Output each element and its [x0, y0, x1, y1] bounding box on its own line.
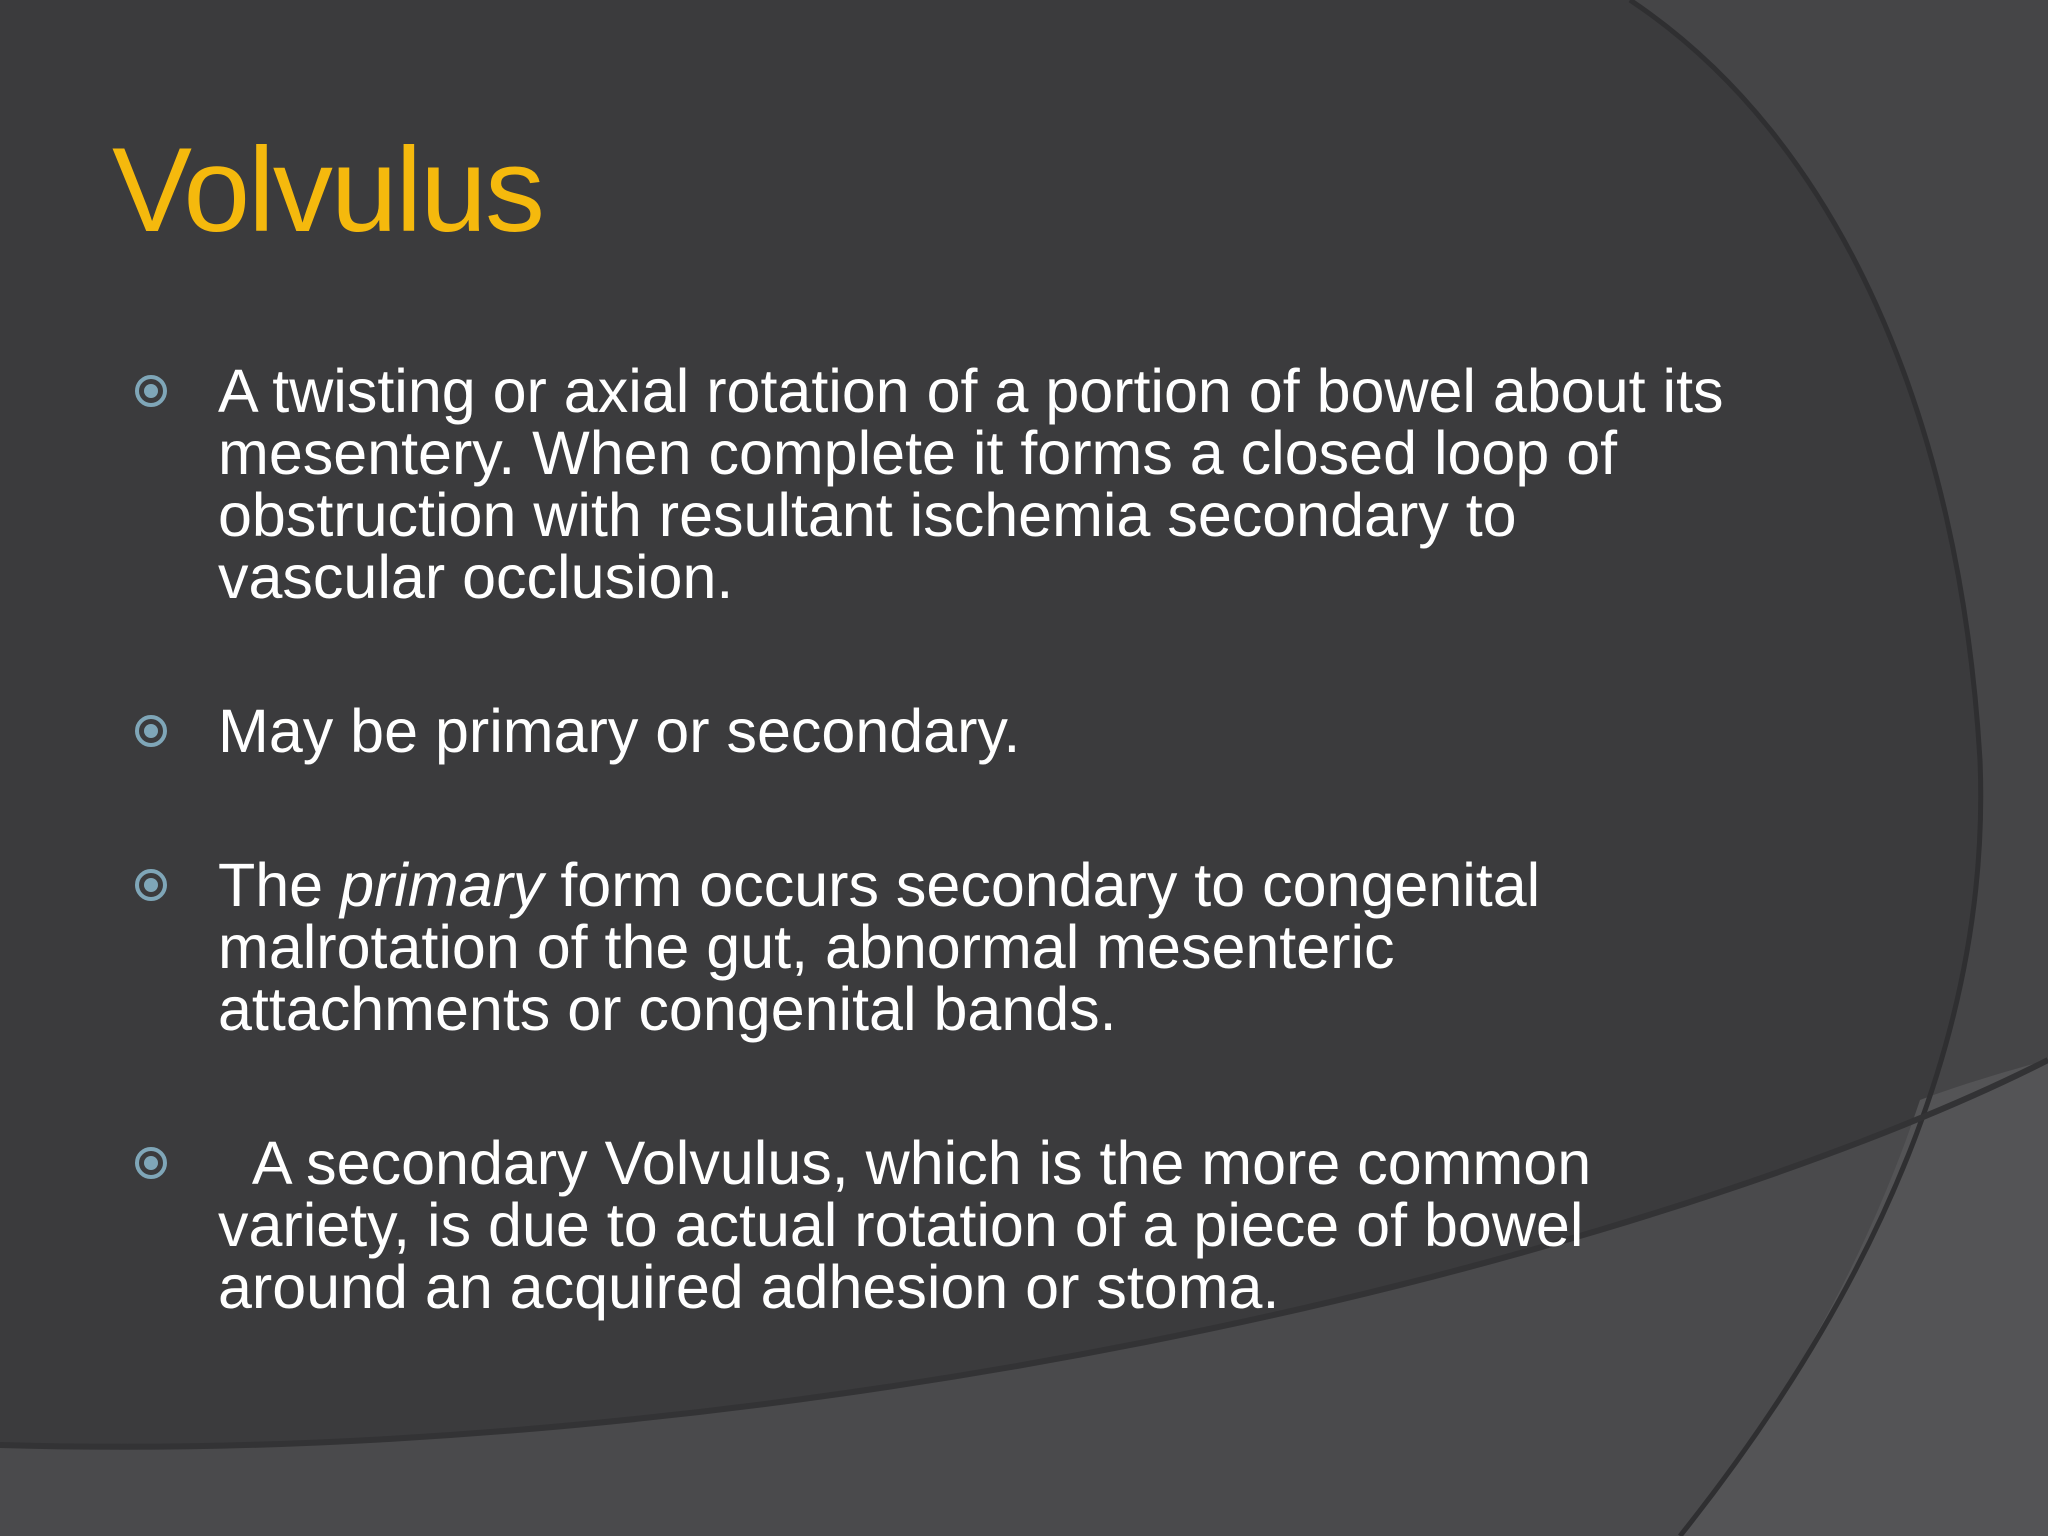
bullet-text-pre: The	[218, 851, 341, 919]
bullet-item	[132, 851, 1732, 1043]
slide-title: Volvulus	[112, 123, 543, 257]
target-bullet-icon	[134, 374, 168, 408]
bullet-item	[132, 697, 1732, 765]
bullet-text-emphasis: primary	[340, 851, 544, 919]
bullet-text-post: form occurs secondary to congenital malrotation of the gut, abnormal mesenteric attachments or congenital bands.	[218, 851, 1541, 1043]
target-bullet-icon	[134, 714, 168, 748]
bullet-text: A secondary Volvulus, which is the more common variety, is due to actual rotation of a piece of bowel around an acquired adhesion or stoma.	[218, 1129, 1609, 1321]
bullet-item	[132, 1129, 1732, 1321]
bullet-text: A twisting or axial rotation of a portion of bowel about its mesentery. When complete it forms a closed loop of obstruction with resultant ischemia secondary to vascular occlusion.	[218, 357, 1724, 611]
bullet-item	[132, 357, 1732, 611]
bullet-text	[218, 851, 1540, 1043]
target-bullet-icon	[134, 1146, 168, 1180]
bullet-text: May be primary or secondary.	[218, 697, 1021, 765]
target-bullet-icon	[134, 868, 168, 902]
bullet-list	[132, 357, 1732, 1410]
